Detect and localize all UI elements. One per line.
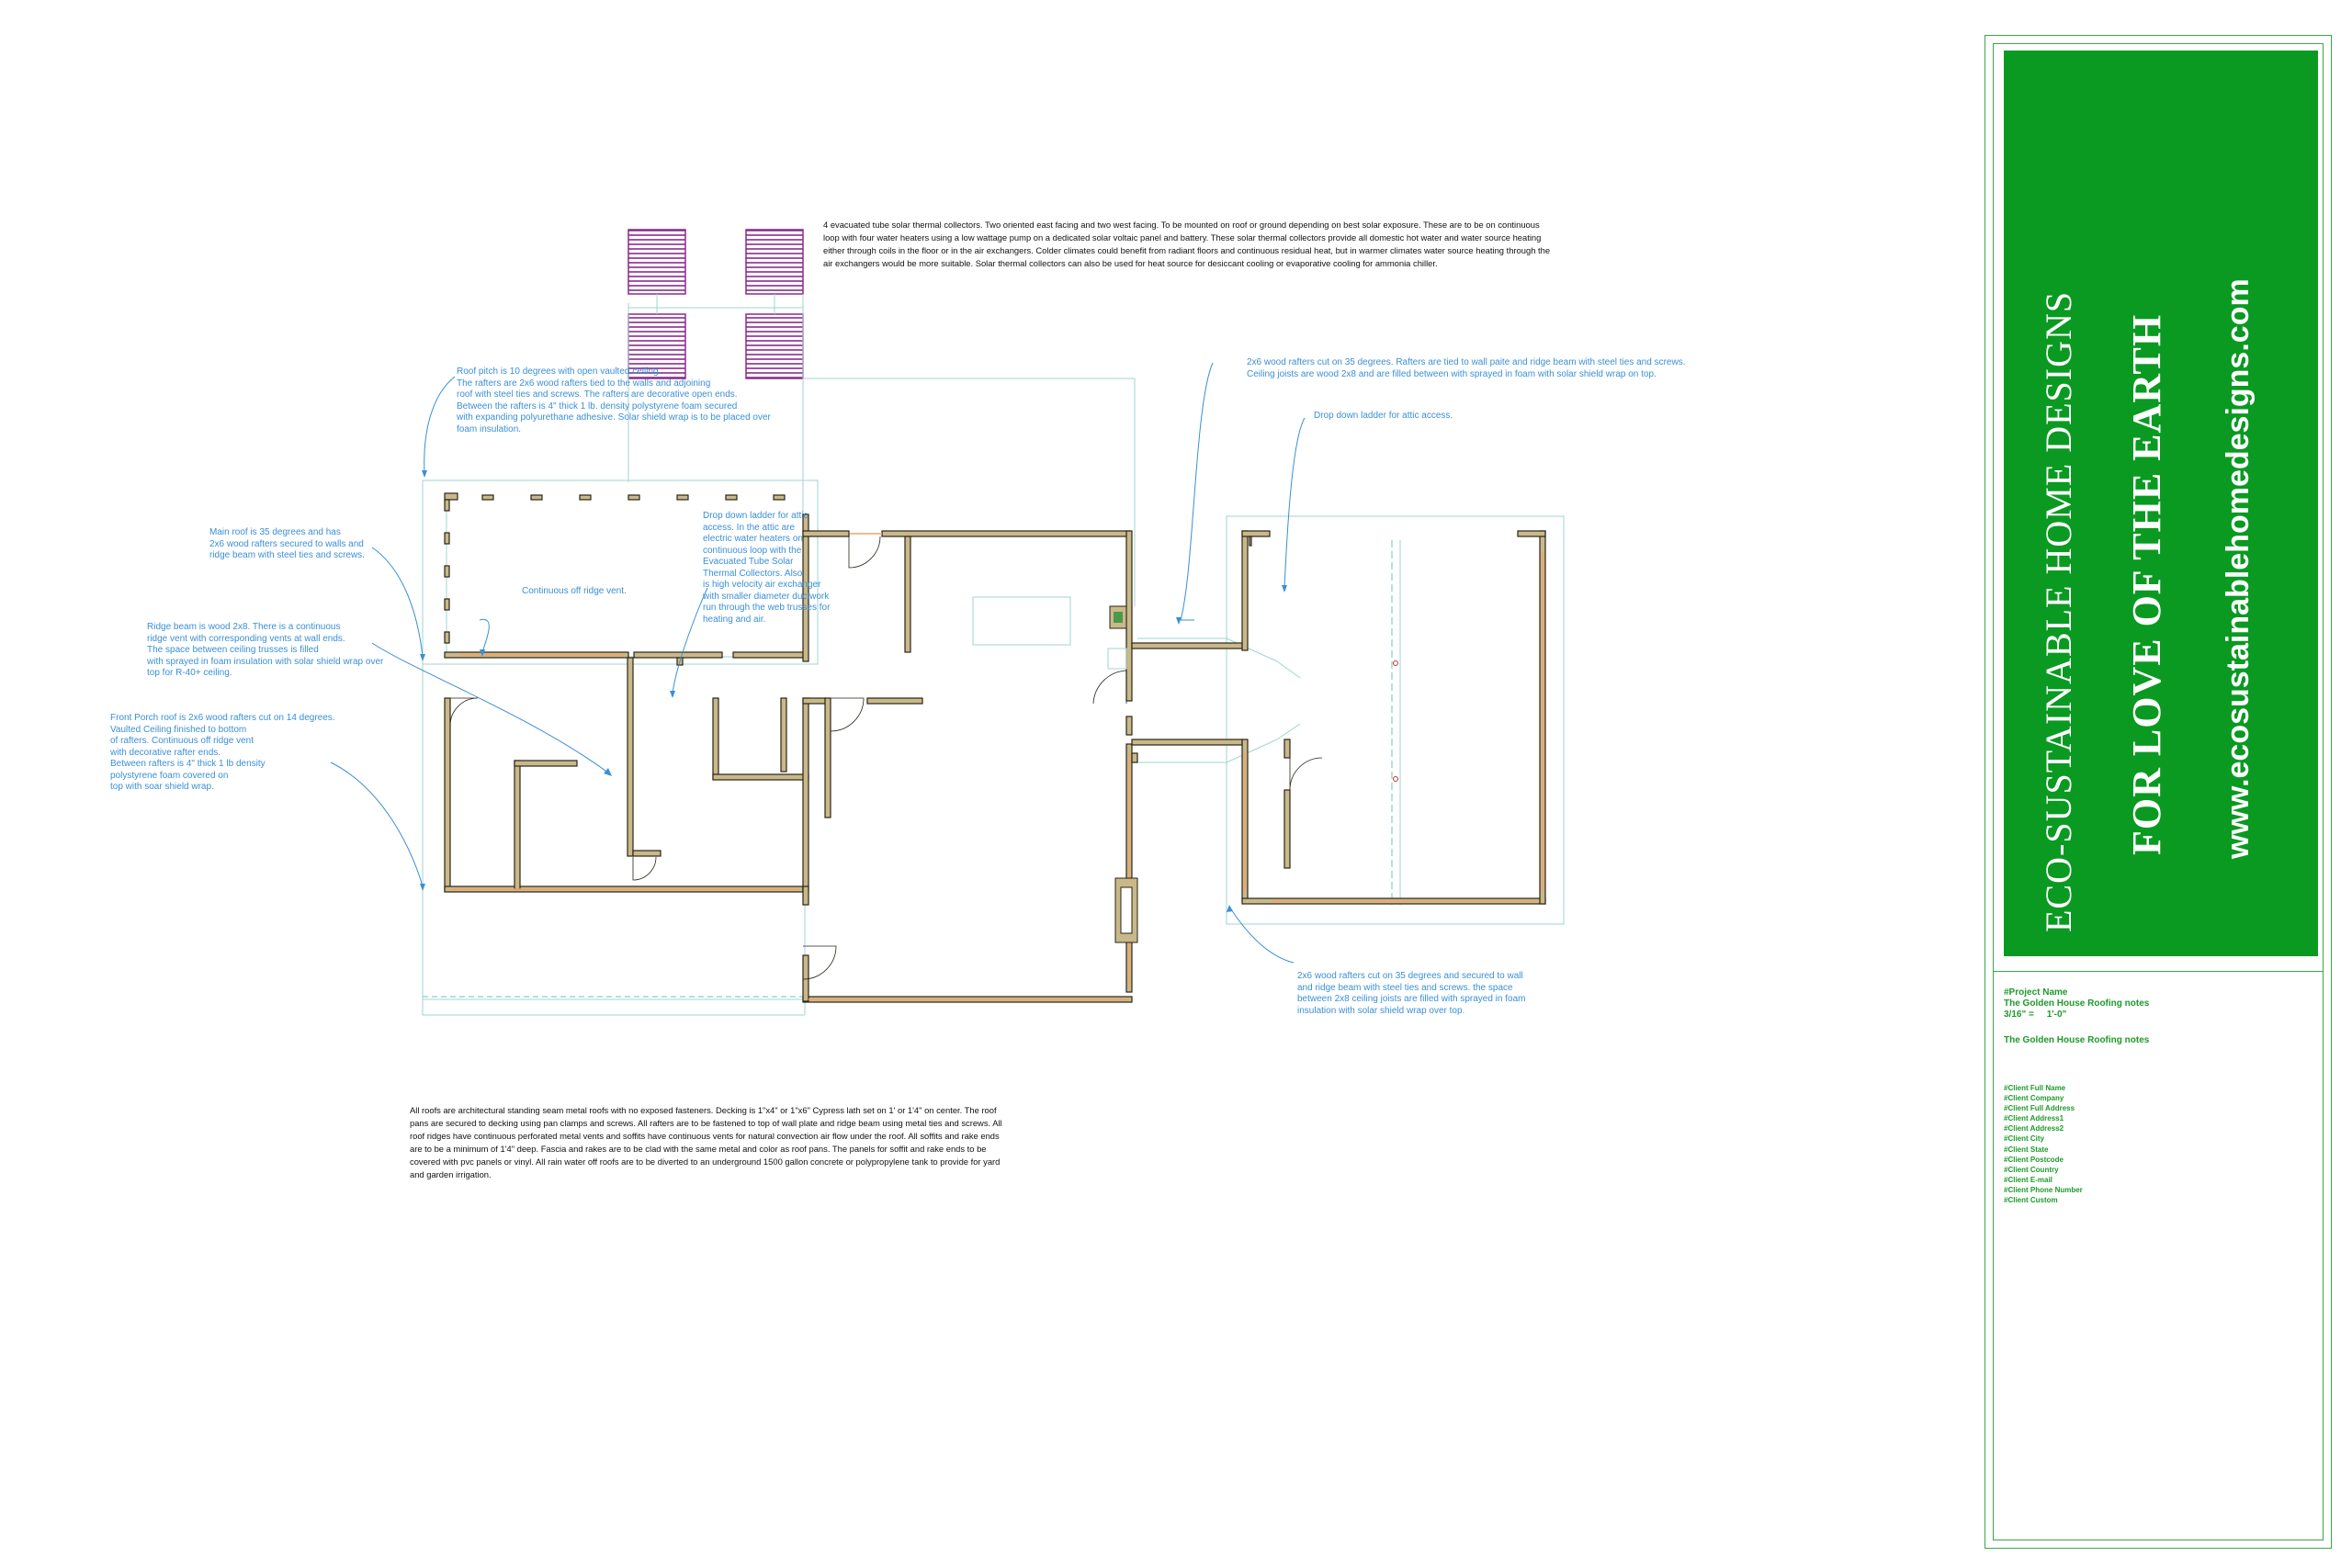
note-ridge-vent: Continuous off ridge vent. [522,586,627,596]
client-field: #Client Address1 [2004,1114,2064,1123]
leader-arrowheads [420,470,1287,912]
client-field: #Client Country [2004,1165,2059,1174]
client-field: #Client E-mail [2004,1175,2052,1184]
note-solar-collectors: 4 evacuated tube solar thermal collectors. Two oriented east facing and two west facing. To be mounted on roof or ground depending on best solar exposure. These are to be on continuous loop with four water heaters using a low wattage pump on a dedicated solar voltaic panel and battery. These solar thermal collectors provide all domestic hot water and water source heating either through coils in the floor or in the air exchangers. Colder climates could benefit from radiant floors and continuous residual heat, but in warmer climates water source heating through the air exchangers would be more suitable. Solar thermal collectors can also be used for heat source for desiccant cooling or evaporative cooling for ammonia chiller. [823,220,1551,268]
client-field: #Client Full Name [2004,1084,2066,1092]
drawing-scale: 3/16" = 1'-0" [2004,1010,2067,1020]
title-block-divider [1993,971,2324,972]
project-info [2004,987,2307,1046]
note-roof-pitch: Roof pitch is 10 degrees with open vaulted ceiling. The rafters are 2x6 wood rafters tied to the walls and adjoining roof with steel ties and screws. The rafters are decorative open ends. Between the rafters is 4" thick 1 lb. density polystyrene foam secured with expanding polyurethane adhesive. Solar shield wrap is to be placed over foam insulation. [457,367,771,434]
client-field: #Client Full Address [2004,1104,2075,1113]
brand-panel [2004,51,2318,956]
client-field: #Client Company [2004,1094,2064,1103]
client-field: #Client Phone Number [2004,1185,2083,1194]
project-name-label: #Project Name [2004,987,2068,998]
note-general-roofing: All roofs are architectural standing seam metal roofs with no exposed fasteners. Decking is 1"x4" or 1"x6" Cypress lath set on 1' or 1'4" on center. The roof pans are secured to decking using pan clamps and screws. All rafters are to be fastened to top of wall plate and ridge beam using metal ties and screws. All roof ridges have continuous perforated metal vents and soffits have continuous vents for natural convection air flow under the roof. All soffits and rake ends are to be a minimum of 1'4" deep. Fascia and rakes are to be clad with the same metal and color as roof pans. The panels for soffit and rake ends to be covered with pvc panels or vinyl. All rain water off roofs are to be diverted to an underground 1500 gallon concrete or polypropylene tank to provide for yard and garden irrigation. [410,1105,1002,1179]
client-field: #Client Postcode [2004,1155,2064,1164]
client-field: #Client City [2004,1134,2045,1144]
client-field: #Client Custom [2004,1196,2058,1205]
brand-tagline: FOR LOVE OF THE EARTH [2124,313,2169,855]
project-title: The Golden House Roofing notes [2004,998,2150,1009]
client-fields [2004,1083,2083,1205]
note-rafters-right: 2x6 wood rafters cut on 35 degrees. Rafters are tied to wall paite and ridge beam with steel ties and screws. Ceiling joists are wood 2x8 and are filled between with sprayed in foam with solar shield wrap on top. [1247,357,1686,379]
roof-outlines [423,480,1564,1015]
client-field: #Client State [2004,1145,2049,1154]
client-field: #Client Address2 [2004,1124,2064,1134]
solar-collector [628,230,685,294]
brand-name: ECO-SUSTAINABLE HOME DESIGNS [2038,290,2079,932]
note-ridge-beam: Ridge beam is wood 2x8. There is a continuous ridge vent with corresponding vents at wall ends. The space between ceiling trusses is filled with sprayed in foam insulation with solar shield wrap over top for R-40+ ceiling. [147,622,384,678]
windows [450,534,1543,999]
fixtures [973,597,1137,942]
note-drop-ladder-left: Drop down ladder for attic access. In the attic are electric water heaters on continuous loop with the Evacuated Tube Solar Thermal Collectors. Also is high velocity air exchanger with smaller diameter ductwork run through the web trusses for heating and air. [703,511,831,625]
ridge-line [1392,540,1400,905]
note-drop-ladder-right: Drop down ladder for attic access. [1314,411,1453,421]
title-block [1984,35,2332,1549]
note-main-roof: Main roof is 35 degrees and has 2x6 wood rafters secured to walls and ridge beam with steel ties and screws. [209,527,365,560]
note-rafters-bottom: 2x6 wood rafters cut on 35 degrees and secured to wall and ridge beam with steel ties and screws. the space between 2x8 ceiling joists are filled with sprayed in foam insulation with solar shield wrap over top. [1297,971,1526,1016]
doors [450,536,1322,979]
solar-collector [746,230,803,294]
project-title-secondary: The Golden House Roofing notes [2004,1035,2150,1045]
building-walls [445,493,1545,1002]
brand-website: www.ecosustainablehomedesigns.com [2221,278,2256,859]
note-front-porch: Front Porch roof is 2x6 wood rafters cut on 14 degrees. Vaulted Ceiling finished to bottom of rafters. Continuous off ridge vent with decorative rafter ends. Between rafters is 4" thick 1 lb density polystyrene foam covered on top with soar shield wrap. [110,713,335,792]
